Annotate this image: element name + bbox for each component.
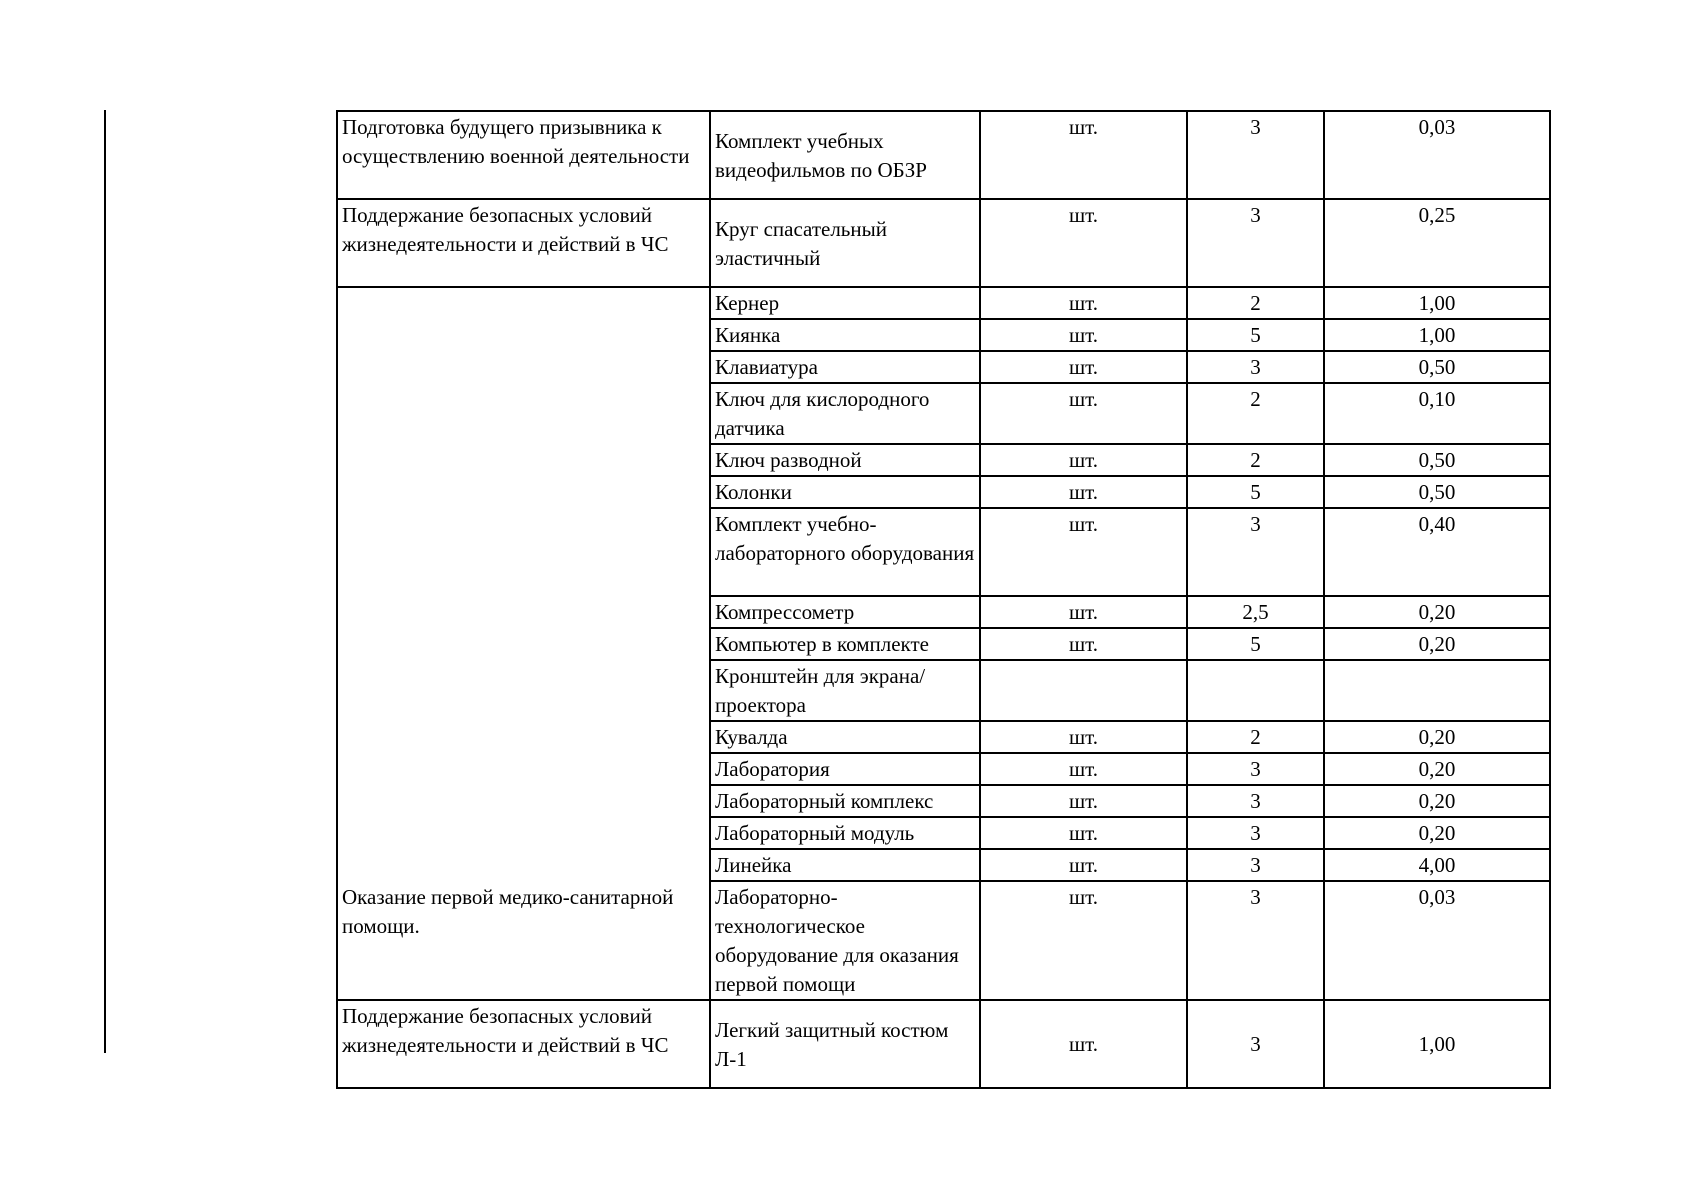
years-cell: 3 — [1187, 849, 1324, 881]
activity-area-cell: Подготовка будущего призывника к осуществлению военной деятельности — [337, 111, 710, 199]
activity-area-cell: Оказание первой медико-санитарной помощи. — [337, 287, 710, 1000]
item-name-cell: Комплект учебных видеофильмов по ОБЗР — [710, 111, 980, 199]
item-name-cell: Легкий защитный костюм Л-1 — [710, 1000, 980, 1088]
activity-area-cell: Поддержание безопасных условий жизнедеятельности и действий в ЧС — [337, 1000, 710, 1088]
item-name-cell: Лаборатория — [710, 753, 980, 785]
ratio-cell: 0,20 — [1324, 817, 1550, 849]
ratio-cell — [1324, 660, 1550, 721]
years-cell: 3 — [1187, 881, 1324, 1000]
unit-cell: шт. — [980, 596, 1187, 628]
item-name-cell: Лабораторно-технологическое оборудование для оказания первой помощи — [710, 881, 980, 1000]
item-name-cell: Киянка — [710, 319, 980, 351]
item-name-cell: Лабораторный комплекс — [710, 785, 980, 817]
unit-cell: шт. — [980, 351, 1187, 383]
ratio-cell: 0,50 — [1324, 476, 1550, 508]
unit-cell: шт. — [980, 111, 1187, 199]
activity-area-cell: Поддержание безопасных условий жизнедеятельности и действий в ЧС — [337, 199, 710, 287]
table-row — [337, 199, 1550, 287]
years-cell: 3 — [1187, 817, 1324, 849]
unit-cell: шт. — [980, 628, 1187, 660]
unit-cell: шт. — [980, 753, 1187, 785]
years-cell: 3 — [1187, 1000, 1324, 1088]
unit-cell: шт. — [980, 1000, 1187, 1088]
item-name-cell: Компьютер в комплекте — [710, 628, 980, 660]
years-cell: 3 — [1187, 785, 1324, 817]
unit-cell: шт. — [980, 319, 1187, 351]
page-margin-line — [104, 110, 106, 1053]
years-cell: 3 — [1187, 753, 1324, 785]
years-cell: 3 — [1187, 351, 1324, 383]
item-name-cell: Кронштейн для экрана/проектора — [710, 660, 980, 721]
ratio-cell: 0,03 — [1324, 881, 1550, 1000]
table-row — [337, 287, 1550, 319]
years-cell: 5 — [1187, 628, 1324, 660]
unit-cell — [980, 660, 1187, 721]
ratio-cell: 0,10 — [1324, 383, 1550, 444]
years-cell: 2 — [1187, 444, 1324, 476]
ratio-cell: 0,20 — [1324, 596, 1550, 628]
years-cell: 2 — [1187, 721, 1324, 753]
years-cell: 3 — [1187, 111, 1324, 199]
ratio-cell: 0,40 — [1324, 508, 1550, 596]
item-name-cell: Кернер — [710, 287, 980, 319]
unit-cell: шт. — [980, 881, 1187, 1000]
ratio-cell: 0,20 — [1324, 721, 1550, 753]
years-cell: 3 — [1187, 199, 1324, 287]
table-row — [337, 111, 1550, 199]
table-row — [337, 1000, 1550, 1088]
years-cell: 2,5 — [1187, 596, 1324, 628]
years-cell: 2 — [1187, 287, 1324, 319]
unit-cell: шт. — [980, 287, 1187, 319]
ratio-cell: 0,25 — [1324, 199, 1550, 287]
ratio-cell: 0,20 — [1324, 628, 1550, 660]
equipment-table — [336, 110, 1551, 1089]
unit-cell: шт. — [980, 476, 1187, 508]
unit-cell: шт. — [980, 721, 1187, 753]
ratio-cell: 1,00 — [1324, 1000, 1550, 1088]
years-cell — [1187, 660, 1324, 721]
item-name-cell: Лабораторный модуль — [710, 817, 980, 849]
item-name-cell: Кувалда — [710, 721, 980, 753]
years-cell: 5 — [1187, 319, 1324, 351]
ratio-cell: 0,20 — [1324, 785, 1550, 817]
item-name-cell: Колонки — [710, 476, 980, 508]
unit-cell: шт. — [980, 444, 1187, 476]
unit-cell: шт. — [980, 508, 1187, 596]
ratio-cell: 0,50 — [1324, 351, 1550, 383]
item-name-cell: Ключ для кислородного датчика — [710, 383, 980, 444]
unit-cell: шт. — [980, 199, 1187, 287]
item-name-cell: Круг спасательный эластичный — [710, 199, 980, 287]
item-name-cell: Клавиатура — [710, 351, 980, 383]
item-name-cell: Линейка — [710, 849, 980, 881]
years-cell: 3 — [1187, 508, 1324, 596]
item-name-cell: Комплект учебно-лабораторного оборудования — [710, 508, 980, 596]
unit-cell: шт. — [980, 785, 1187, 817]
years-cell: 2 — [1187, 383, 1324, 444]
ratio-cell: 1,00 — [1324, 319, 1550, 351]
unit-cell: шт. — [980, 383, 1187, 444]
unit-cell: шт. — [980, 817, 1187, 849]
unit-cell: шт. — [980, 849, 1187, 881]
years-cell: 5 — [1187, 476, 1324, 508]
ratio-cell: 0,03 — [1324, 111, 1550, 199]
item-name-cell: Компрессометр — [710, 596, 980, 628]
ratio-cell: 1,00 — [1324, 287, 1550, 319]
ratio-cell: 0,20 — [1324, 753, 1550, 785]
item-name-cell: Ключ разводной — [710, 444, 980, 476]
ratio-cell: 4,00 — [1324, 849, 1550, 881]
ratio-cell: 0,50 — [1324, 444, 1550, 476]
